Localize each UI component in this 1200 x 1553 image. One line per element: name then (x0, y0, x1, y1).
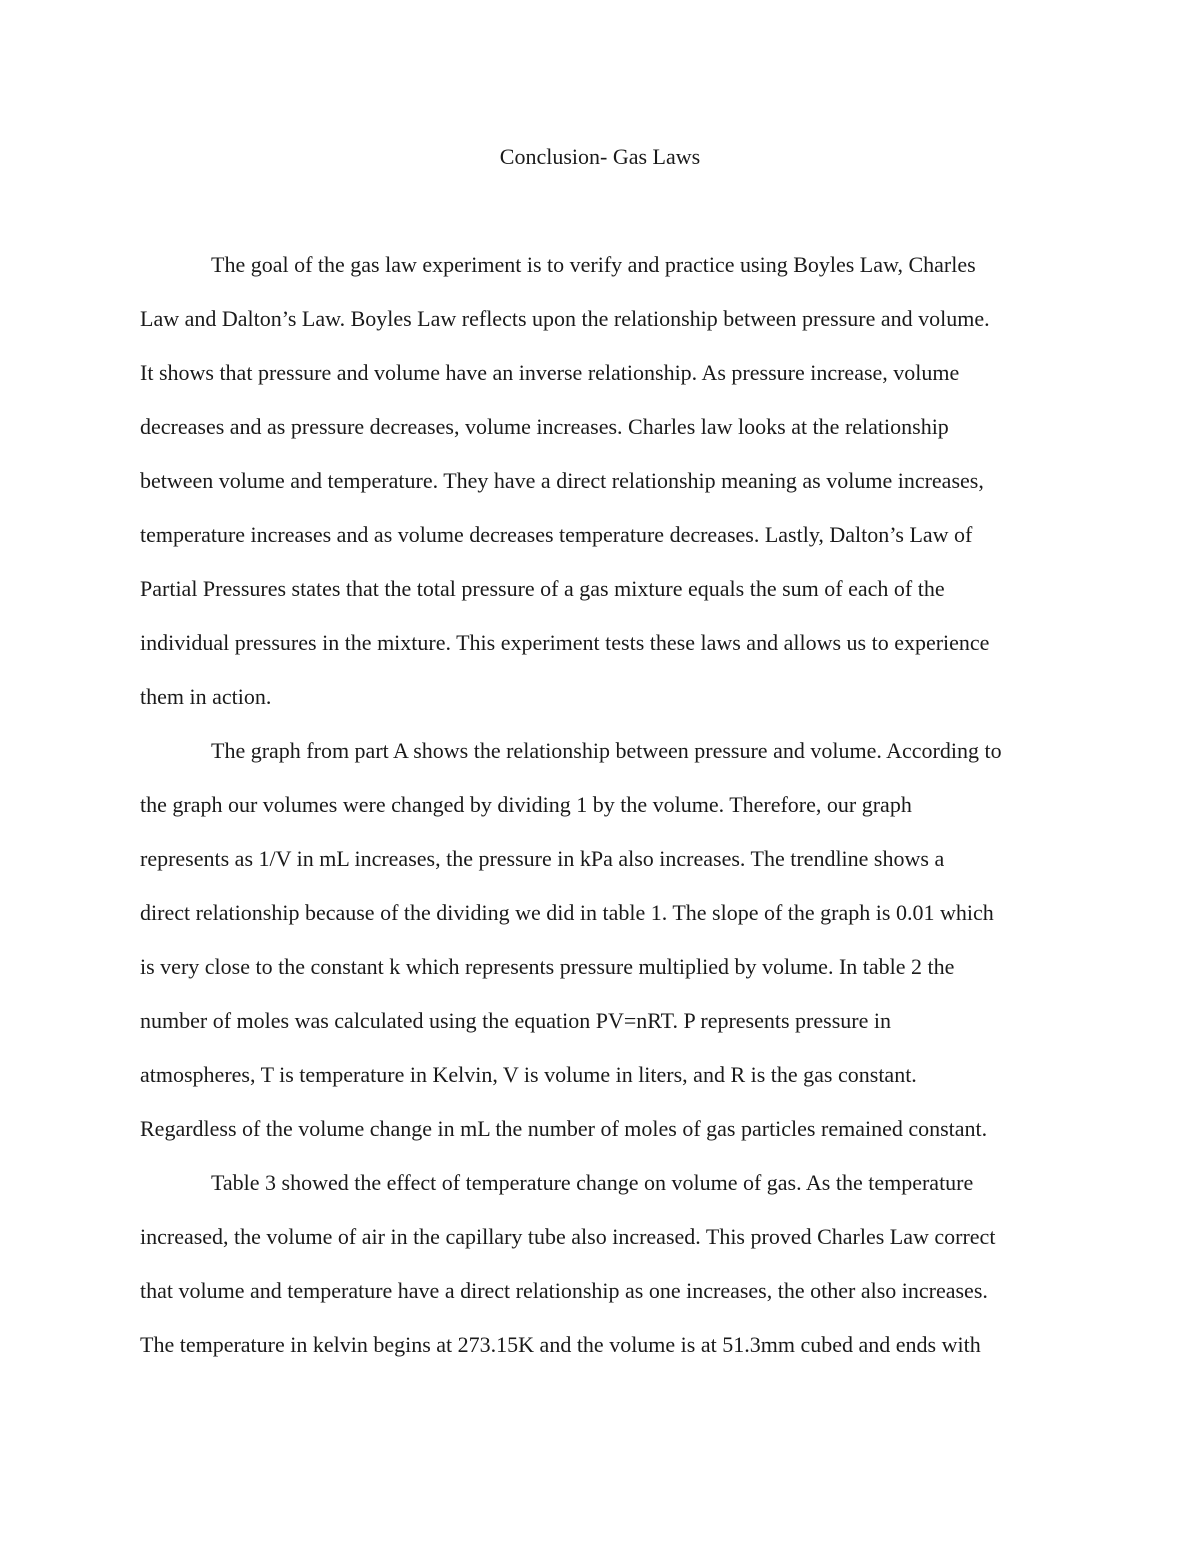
paragraph-1-line-8: individual pressures in the mixture. This experiment tests these laws and allows us to experience (140, 630, 990, 655)
page-title: Conclusion- Gas Laws (499, 144, 701, 169)
paragraph-2-line-5: is very close to the constant k which represents pressure multiplied by volume. In table 2 the (140, 954, 955, 979)
paragraph-1-line-5: between volume and temperature. They have a direct relationship meaning as volume increases, (140, 468, 984, 493)
paragraph-2-line-8: Regardless of the volume change in mL the number of moles of gas particles remained constant. (140, 1116, 988, 1141)
paragraph-1-line-2: Law and Dalton’s Law. Boyles Law reflects upon the relationship between pressure and volume. (140, 306, 990, 331)
paragraph-1-line-7: Partial Pressures states that the total pressure of a gas mixture equals the sum of each of the (140, 576, 945, 601)
paragraph-3-line-2: increased, the volume of air in the capillary tube also increased. This proved Charles Law correct (140, 1224, 996, 1249)
paragraph-1-line-1: The goal of the gas law experiment is to verify and practice using Boyles Law, Charles (211, 252, 976, 277)
paragraph-2-line-6: number of moles was calculated using the equation PV=nRT. P represents pressure in (140, 1008, 891, 1033)
paragraph-2-line-2: the graph our volumes were changed by dividing 1 by the volume. Therefore, our graph (140, 792, 912, 817)
paragraph-1-line-4: decreases and as pressure decreases, volume increases. Charles law looks at the relationship (140, 414, 949, 439)
paragraph-2-line-3: represents as 1/V in mL increases, the pressure in kPa also increases. The trendline shows a (140, 846, 945, 871)
paragraph-1-line-9: them in action. (140, 684, 272, 709)
paragraph-2-line-7: atmospheres, T is temperature in Kelvin, V is volume in liters, and R is the gas constant. (140, 1062, 917, 1087)
paragraph-1-line-3: It shows that pressure and volume have an inverse relationship. As pressure increase, volume (140, 360, 960, 385)
paragraph-3-line-3: that volume and temperature have a direct relationship as one increases, the other also increases. (140, 1278, 988, 1303)
paragraph-3-line-4: The temperature in kelvin begins at 273.15K and the volume is at 51.3mm cubed and ends with (140, 1332, 981, 1357)
paragraph-2-line-1: The graph from part A shows the relationship between pressure and volume. According to (211, 738, 1002, 763)
paragraph-1-line-6: temperature increases and as volume decreases temperature decreases. Lastly, Dalton’s Law of (140, 522, 973, 547)
paragraph-3-line-1: Table 3 showed the effect of temperature change on volume of gas. As the temperature (211, 1170, 974, 1195)
paragraph-2-line-4: direct relationship because of the dividing we did in table 1. The slope of the graph is 0.01 which (140, 900, 994, 925)
